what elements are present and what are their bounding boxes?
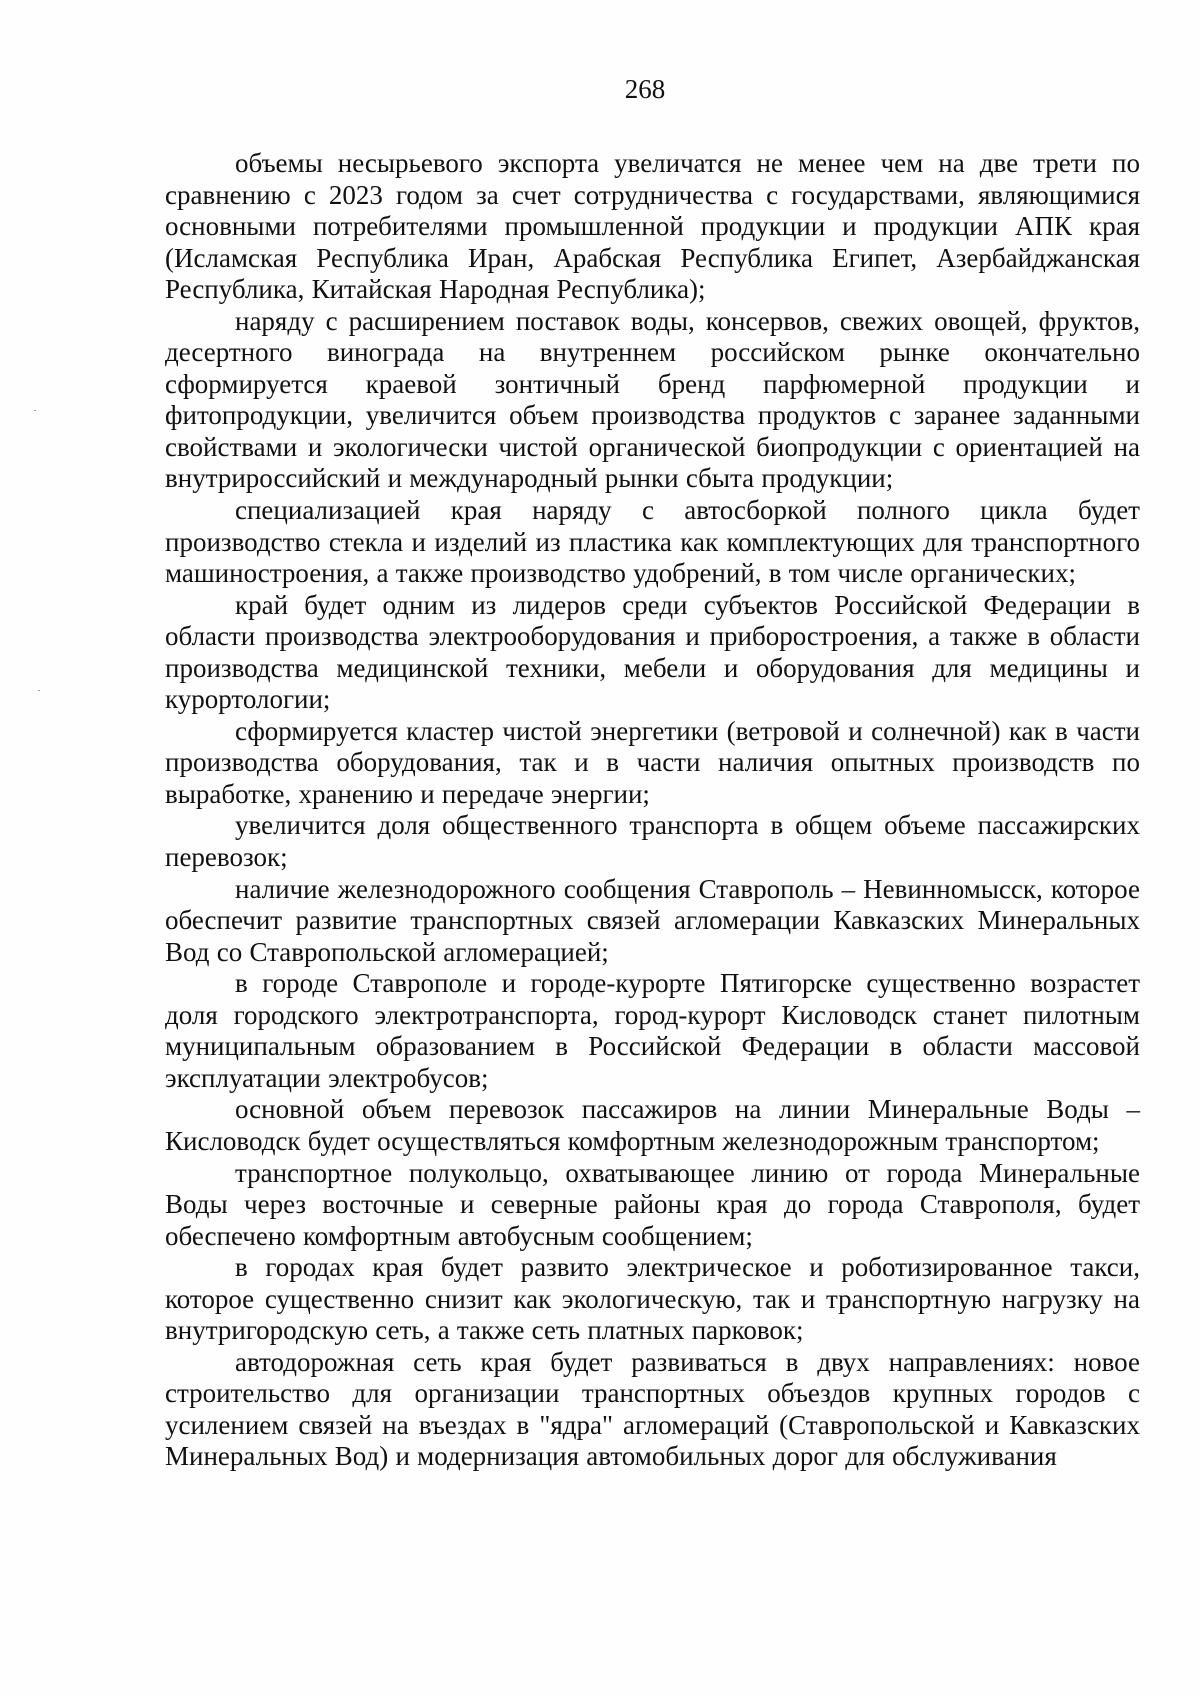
paragraph: в городе Ставрополе и городе-курорте Пятигорске существенно возрастет доля городского электротранспорта, город-курорт Кисловодск станет пилотным муниципальным образованием в Российской Федерации в области массовой эксплуатации электробусов; [165, 968, 1140, 1093]
paragraph: транспортное полукольцо, охватывающее линию от города Минеральные Воды через восточные и северные районы края до города Ставрополя, будет обеспечено комфортным автобусным сообщением; [165, 1157, 1140, 1251]
paragraph: объемы несырьевого экспорта увеличатся не менее чем на две трети по сравнению с 2023 годом за счет сотрудничества с государствами, являющимися основными потребителями промышленной продукции и продукции АПК края (Исламская Республика Иран, Арабская Республика Египет, Азербайджанская Республика, Китайская Народная Республика); [165, 148, 1140, 305]
page-number: 268 [624, 74, 666, 104]
paragraph: специализацией края наряду с автосборкой полного цикла будет производство стекла и изделий из пластика как комплектующих для транспортного машиностроения, а также производство удобрений, в том числе органических; [165, 495, 1140, 589]
paragraph: сформируется кластер чистой энергетики (ветровой и солнечной) как в части производства оборудования, так и в части наличия опытных производств по выработке, хранению и передаче энергии; [165, 715, 1140, 809]
paragraph: автодорожная сеть края будет развиваться в двух направлениях: новое строительство для организации транспортных объездов крупных городов с усилением связей на въездах в "ядра" агломераций (Ставропольской и Кавказских Минеральных Вод) и модернизация автомобильных дорог для обслуживания [165, 1346, 1140, 1472]
scan-speck [38, 690, 40, 691]
paragraph: основной объем перевозок пассажиров на линии Минеральные Воды – Кисловодск будет осуществляться комфортным железнодорожным транспортом; [165, 1094, 1140, 1156]
scan-speck [34, 410, 36, 411]
paragraph: край будет одним из лидеров среди субъектов Российской Федерации в области производства электрооборудования и приборостроения, а также в области производства медицинской техники, мебели и оборудования для медицины и курортологии; [165, 589, 1140, 715]
paragraph: наряду с расширением поставок воды, консервов, свежих овощей, фруктов, десертного винограда на внутреннем российском рынке окончательно сформируется краевой зонтичный бренд парфюмерной продукции и фитопродукции, увеличится объем производства продуктов с заранее заданными свойствами и экологически чистой органической биопродукции с ориентацией на внутрироссийский и международный рынки сбыта продукции; [165, 305, 1140, 494]
body-text [165, 148, 1140, 1473]
paragraph: увеличится доля общественного транспорта в общем объеме пассажирских перевозок; [165, 810, 1140, 873]
paragraph: наличие железнодорожного сообщения Ставрополь – Невинномысск, которое обеспечит развитие транспортных связей агломерации Кавказских Минеральных Вод со Ставропольской агломерацией; [165, 873, 1140, 967]
paragraph: в городах края будет развито электрическое и роботизированное такси, которое существенно снизит как экологическую, так и транспортную нагрузку на внутригородскую сеть, а также сеть платных парковок; [165, 1252, 1140, 1346]
